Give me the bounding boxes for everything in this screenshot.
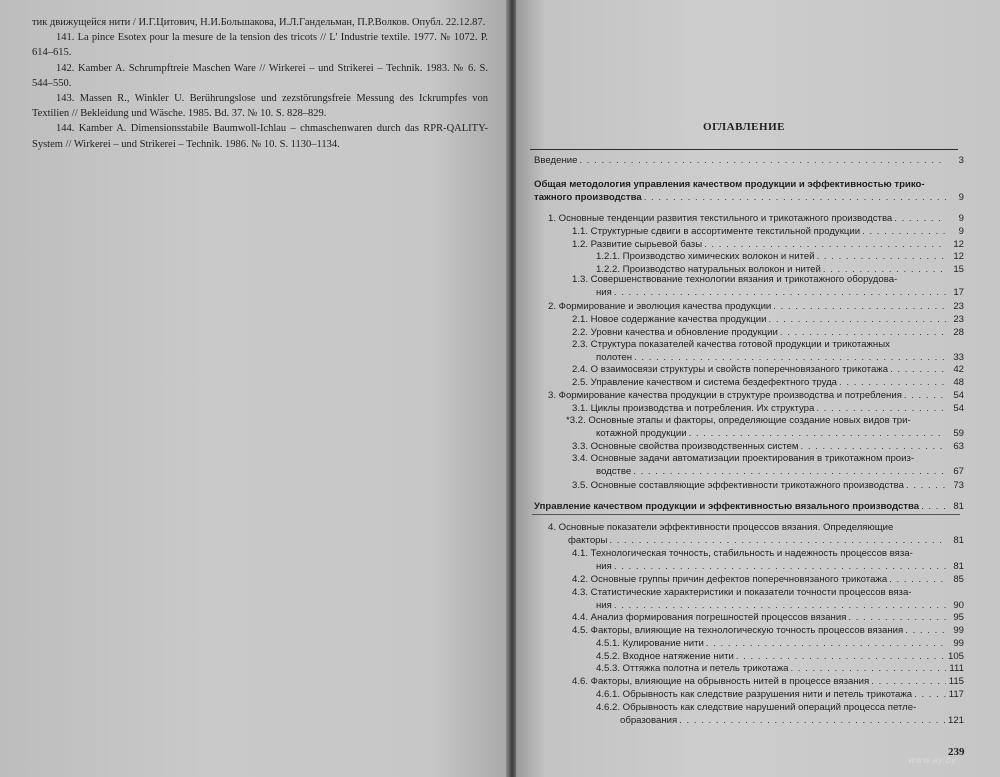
toc-entry	[572, 453, 964, 478]
toc-entry-title-line: Общая методология управления качеством продукции и эффективностью трико-	[534, 179, 925, 190]
toc-entry	[572, 480, 964, 493]
toc-entry-title: 4.5.3. Оттяжка полотна и петель трикотажа	[596, 663, 789, 674]
toc-dot-leader	[889, 574, 946, 587]
toc-entry-page: 23	[953, 301, 964, 312]
section-divider	[532, 514, 960, 515]
toc-dot-leader	[614, 287, 946, 300]
toc-entry-page: 63	[953, 441, 964, 452]
toc-entry-title-line: *3.2. Основные этапы и факторы, определяющие создание новых видов три-	[566, 415, 911, 426]
toc-entry-page: 33	[953, 351, 964, 363]
reference-item: 143. Massen R., Winkler U. Berührungslose und zezstörungsfreie Messung des Ickrumpfes von Textilien // Bekleidung und Wäsche. 1985. Bd. 37. № 10. S. 828–829.	[32, 93, 488, 120]
toc-entry-page: 99	[953, 625, 964, 636]
toc-entry-title: 2.4. О взаимосвязи структуры и свойств поперечновязаного трикотажа	[572, 364, 889, 375]
toc-dot-leader	[790, 663, 946, 676]
toc-title-rule	[530, 149, 958, 150]
toc-entry	[596, 638, 964, 651]
toc-entry-title: 4.5. Факторы, влияющие на технологическую точность процессов вязания	[572, 625, 904, 636]
toc-entry-title: 3. Формирование качества продукции в структуре производства и потребления	[548, 390, 902, 401]
toc-dot-leader	[780, 327, 946, 340]
toc-entry	[566, 415, 964, 440]
toc-dot-leader	[862, 226, 946, 239]
toc-entry-title: 2. Формирование и эволюция качества продукции	[548, 301, 772, 312]
toc-dot-leader	[704, 239, 946, 252]
toc-entry-page: 48	[953, 377, 964, 388]
toc-entry-title-line: 4.3. Статистические характеристики и показатели точности процессов вяза-	[572, 587, 912, 598]
toc-entry-page: 42	[953, 364, 964, 375]
page-number: 239	[948, 746, 965, 758]
toc-entry-page: 9	[958, 226, 964, 237]
toc-entry	[572, 274, 964, 299]
toc-dot-leader	[914, 689, 946, 702]
toc-entry	[548, 390, 964, 403]
toc-entry	[548, 301, 964, 314]
toc-title: ОГЛАВЛЕНИЕ	[703, 121, 785, 133]
toc-entry	[596, 251, 964, 264]
toc-entry-title: 1.2.1. Производство химических волокон и нитей	[596, 251, 815, 262]
toc-entry-title-line: 3.4. Основные задачи автоматизации проектирования в трикотажном произ-	[572, 453, 915, 464]
toc-entry	[548, 522, 964, 547]
toc-dot-leader	[921, 501, 946, 514]
toc-entry-page: 95	[953, 612, 964, 623]
toc-entry-title: 2.2. Уровни качества и обновление продукции	[572, 327, 778, 338]
toc-dot-leader	[906, 480, 946, 493]
toc-dot-leader	[736, 651, 946, 664]
toc-entry-title: образования	[620, 714, 678, 726]
toc-entry-page: 85	[953, 574, 964, 585]
toc-entry-title-line: 1.3. Совершенствование технологии вязания и трикотажного оборудова-	[572, 274, 898, 285]
toc-entry	[572, 587, 964, 612]
toc-entry-page: 121	[948, 714, 965, 726]
toc-entry-title-line: 2.3. Структура показателей качества готовой продукции и трикотажных	[572, 339, 890, 350]
reference-item: 141. La pince Esotex pour la mesure de la tension des tricots // L' Industrie textile. 1977. № 1072. P. 614–615.	[32, 32, 488, 59]
toc-entry	[596, 689, 964, 702]
toc-entry-title: 3.5. Основные составляющие эффективности трикотажного производства	[572, 480, 904, 491]
toc-entry-title: 4.2. Основные группы причин дефектов поперечновязаного трикотажа	[572, 574, 888, 585]
toc-entry-title: 1.2.2. Производство натуральных волокон и нитей	[596, 264, 821, 275]
toc-entry-title: Управление качеством продукции и эффективностью вязального производства	[534, 501, 920, 512]
toc-dot-leader	[817, 251, 946, 264]
toc-entry-page: 73	[953, 480, 964, 491]
toc-dot-leader	[609, 535, 946, 548]
toc-entry-page: 23	[953, 314, 964, 325]
watermark: www.ay.by	[908, 756, 957, 766]
toc-dot-leader	[689, 428, 946, 441]
toc-entry-page: 17	[953, 286, 964, 298]
toc-entry-page: 3	[958, 155, 964, 166]
toc-entry-page: 81	[953, 560, 964, 572]
toc-dot-leader	[579, 155, 946, 168]
toc-entry-title: ния	[596, 599, 612, 611]
toc-entry-page: 90	[953, 599, 964, 611]
toc-entry	[572, 574, 964, 587]
toc-entry	[596, 651, 964, 664]
toc-entry	[534, 155, 964, 168]
reference-list	[32, 15, 488, 152]
toc-entry-page: 15	[953, 264, 964, 275]
toc-entry	[548, 213, 964, 226]
toc-entry-page: 12	[953, 251, 964, 262]
toc-entry	[572, 377, 964, 390]
toc-entry-title: водстве	[596, 465, 632, 477]
toc-entry-page: 9	[958, 191, 964, 203]
toc-entry	[572, 548, 964, 573]
toc-dot-leader	[679, 715, 946, 728]
toc-entry-page: 117	[948, 689, 964, 700]
toc-entry-title-line: 4.6.2. Обрывность как следствие нарушений операций процесса петле-	[596, 702, 917, 713]
toc-entry	[572, 314, 964, 327]
toc-dot-leader	[768, 314, 946, 327]
toc-dot-leader	[839, 377, 946, 390]
toc-entry-page: 115	[948, 676, 964, 687]
toc-entry-page: 9	[958, 213, 964, 224]
toc-entry	[596, 663, 964, 676]
toc-entry	[572, 364, 964, 377]
toc-entry-title: ния	[596, 560, 612, 572]
toc-dot-leader	[633, 466, 946, 479]
toc-entry-title-line: 4.1. Технологическая точность, стабильность и надежность процессов вяза-	[572, 548, 913, 559]
toc-entry-title: 4.5.1. Кулирование нити	[596, 638, 704, 649]
toc-dot-leader	[871, 676, 946, 689]
toc-entry-title: 4.6.1. Обрывность как следствие разрушения нити и петель трикотажа	[596, 689, 913, 700]
toc-entry	[572, 403, 964, 416]
toc-dot-leader	[904, 390, 946, 403]
toc-entry-title: 1. Основные тенденции развития текстильного и трикотажного производства	[548, 213, 893, 224]
toc-entry-title: полотен	[596, 351, 633, 363]
toc-entry-title-line: 4. Основные показатели эффективности процессов вязания. Определяющие	[548, 522, 894, 533]
toc-entry-page: 28	[953, 327, 964, 338]
toc-entry-title: 1.1. Структурные сдвиги в ассортименте текстильной продукции	[572, 226, 861, 237]
toc-entry-title: 3.1. Циклы производства и потребления. Их структура	[572, 403, 815, 414]
toc-entry-page: 12	[953, 239, 964, 250]
toc-entry-page: 59	[953, 427, 964, 439]
reference-item: 142. Kamber A. Schrumpftreie Maschen Ware // Wirkerei – und Strikerei – Technik. 1983. № 6. S. 544–550.	[32, 62, 488, 89]
toc-dot-leader	[816, 403, 946, 416]
toc-dot-leader	[773, 301, 946, 314]
toc-entry-title: 4.4. Анализ формирования погрешностей процессов вязания	[572, 612, 847, 623]
toc-entry-page: 105	[948, 651, 965, 662]
reference-item: 144. Kamber A. Dimensionsstabile Baumwoll-Ichlau – chmaschenwaren durch das RPR-QALITY-System // Wirkerei – und Strikerei – Technik. 1986. № 10. S. 1130–1134.	[32, 123, 488, 150]
toc-entry-title: котажной продукции	[596, 427, 687, 439]
toc-entry	[572, 327, 964, 340]
toc-dot-leader	[634, 352, 946, 365]
toc-entry	[534, 501, 964, 514]
toc-entry-title: 3.3. Основные свойства производственных систем	[572, 441, 799, 452]
toc-dot-leader	[848, 612, 946, 625]
toc-entry-title: ния	[596, 286, 612, 298]
toc-entry-page: 81	[953, 501, 964, 512]
toc-entry-title: тажного производства	[534, 191, 642, 203]
toc-entry-page: 99	[953, 638, 964, 649]
toc-dot-leader	[614, 561, 946, 574]
toc-entry-title: 4.5.2. Входное натяжение нити	[596, 651, 734, 662]
reference-item: тик движущейся нити / И.Г.Цитович, Н.И.Большакова, И.Л.Гандельман, П.Р.Волков. Опубл. 22.12.87.	[32, 17, 486, 28]
toc-entry	[572, 612, 964, 625]
toc-entry	[596, 702, 964, 727]
toc-dot-leader	[614, 600, 946, 613]
toc-entry	[534, 179, 964, 204]
toc-entry	[572, 676, 964, 689]
toc-entry-title: 4.6. Факторы, влияющие на обрывность нитей в процессе вязания	[572, 676, 870, 687]
toc-entry-title: факторы	[568, 534, 608, 546]
toc-entry	[572, 625, 964, 638]
toc-entry-title: 1.2. Развитие сырьевой базы	[572, 239, 703, 250]
toc-entry-page: 111	[949, 663, 964, 674]
toc-entry	[572, 226, 964, 239]
toc-dot-leader	[706, 638, 946, 651]
toc-entry-title: 2.1. Новое содержание качества продукции	[572, 314, 767, 325]
toc-dot-leader	[644, 192, 946, 205]
toc-dot-leader	[894, 213, 946, 226]
toc-entry-page: 54	[953, 403, 964, 414]
toc-entry	[572, 339, 964, 364]
toc-entry	[572, 239, 964, 252]
toc-entry	[572, 441, 964, 454]
toc-dot-leader	[905, 625, 946, 638]
toc-entry-page: 54	[953, 390, 964, 401]
toc-entry-title: Введение	[534, 155, 578, 166]
toc-entry-title: 2.5. Управление качеством и система бездефектного труда	[572, 377, 838, 388]
toc-dot-leader	[890, 364, 946, 377]
toc-entry-page: 81	[953, 534, 964, 546]
toc-entry-page: 67	[953, 465, 964, 477]
toc-dot-leader	[801, 441, 947, 454]
